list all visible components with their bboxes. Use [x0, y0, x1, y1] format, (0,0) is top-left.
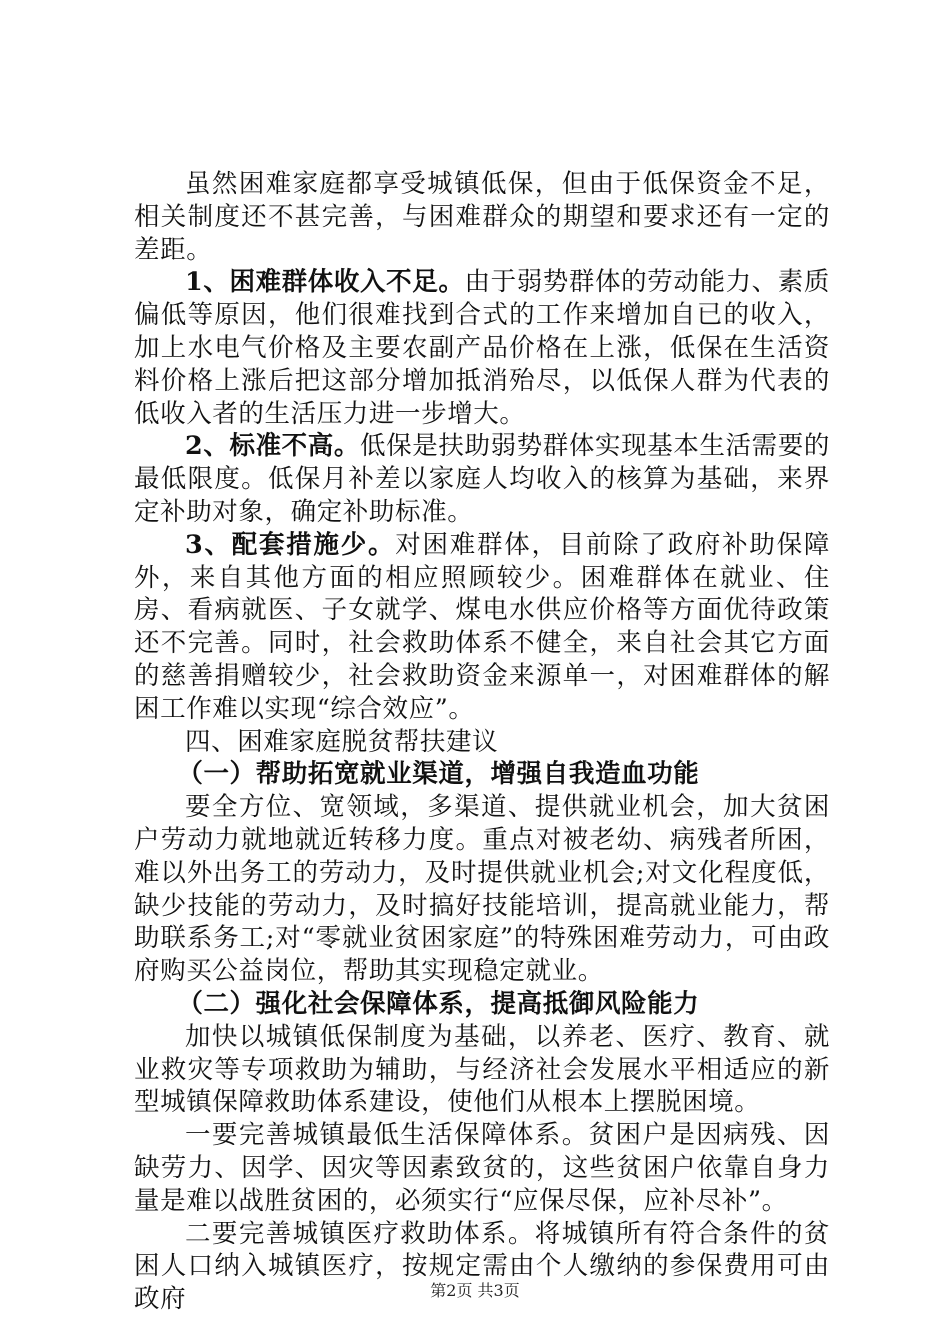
body-paragraph: 二要完善城镇医疗救助体系。将城镇所有符合条件的贫困人口纳入城镇医疗，按规定需由个人缴纳的参保费用可由政府: [134, 1218, 830, 1315]
page-footer: 第2页 共3页: [430, 1281, 520, 1300]
paragraph-lead: 2、标准不高。: [185, 431, 361, 462]
paragraph-text: 由于弱势群体的劳动能力、素质偏低等原因，他们很难找到合式的工作来增加自已的收入，加上水电气价格及主要农副产品价格在上涨，低保在生活资料价格上涨后把这部分增加抵消殆尽，以低保人群为代表的低收入者的生活压力进一步增大。: [134, 267, 831, 429]
body-paragraph: 虽然困难家庭都享受城镇低保，但由于低保资金不足，相关制度还不甚完善，与困难群众的期望和要求还有一定的差距。: [134, 169, 830, 265]
body-paragraph: 加快以城镇低保制度为基础，以养老、医疗、教育、就业救灾等专项救助为辅助，与经济社会发展水平相适应的新型城镇保障救助体系建设，使他们从根本上摆脱困境。: [134, 1021, 830, 1118]
body-paragraph: [134, 529, 830, 726]
subsection-heading: （二）强化社会保障体系，提高抵御风险能力: [177, 988, 700, 1019]
paragraph-text: 低保是扶助弱势群体实现基本生活需要的最低限度。低保月补差以家庭人均收入的核算为基础，来界定补助对象，确定补助标准。: [134, 431, 830, 527]
document-body: [134, 168, 830, 1316]
paragraph-lead: 1、困难群体收入不足。: [185, 267, 465, 298]
paragraph-text: 对困难群体，目前除了政府补助保障外，来自其他方面的相应照顾较少。困难群体在就业、住房、看病就医、子女就学、煤电水供应价格等方面优待政策还不完善。同时，社会救助体系不健全，来自社会其它方面的慈善捐赠较少，社会救助资金来源单一，对困难群体的解困工作难以实现“综合效应”。: [134, 529, 831, 724]
paragraph-lead: 3、配套措施少。: [185, 529, 396, 560]
body-paragraph: [134, 266, 830, 430]
body-paragraph: [134, 430, 830, 528]
section-heading: 四、困难家庭脱贫帮扶建议: [185, 726, 499, 757]
body-paragraph: 一要完善城镇最低生活保障体系。贫困户是因病残、因缺劳力、因学、因灾等因素致贫的，这些贫困户依靠自身力量是难以战胜贫困的，必须实行“应保尽保，应补尽补”。: [134, 1120, 830, 1216]
subsection-heading: （一）帮助拓宽就业渠道，增强自我造血功能: [177, 759, 700, 790]
body-paragraph: 要全方位、宽领域，多渠道、提供就业机会，加大贫困户劳动力就地就近转移力度。重点对被老幼、病残者所困，难以外出务工的劳动力，及时提供就业机会;对文化程度低，缺少技能的劳动力，及时搞好技能培训，提高就业能力，帮助联系务工;对“零就业贫困家庭”的特殊困难劳动力，可由政府购买公益岗位，帮助其实现稳定就业。: [134, 792, 830, 987]
